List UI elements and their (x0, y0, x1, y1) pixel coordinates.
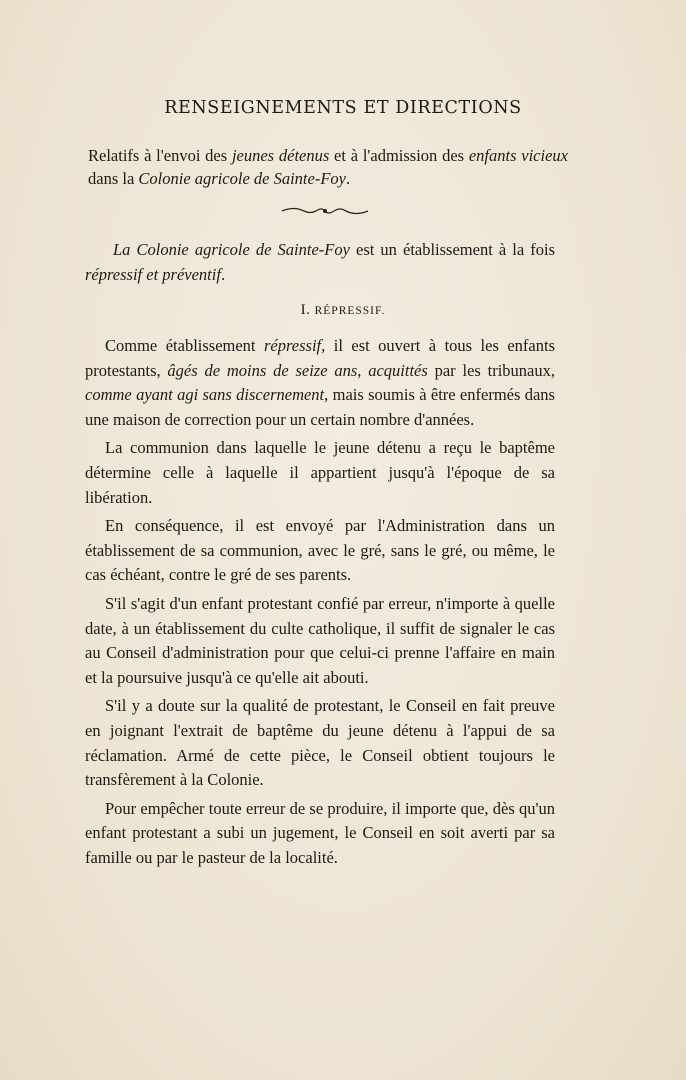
subtitle-italic: Colonie agricole de Sainte-Foy (138, 169, 346, 188)
paragraph-text: par les tribunaux, (427, 360, 555, 380)
paragraph-text: , mais soumis à être enfermés dans une maison de correction pour un certain nombre d'années. (85, 385, 555, 429)
subtitle-italic: jeunes détenus (231, 146, 330, 165)
section-label: RÉPRESSIF. (314, 305, 386, 317)
paragraph-text: Comme établissement (105, 336, 264, 355)
subtitle-text: et à l'admission des (329, 146, 469, 165)
main-text (85, 334, 555, 874)
intro-text: . (220, 264, 226, 284)
section-heading (0, 302, 686, 319)
intro-text: est un établissement à la fois (349, 240, 556, 259)
subtitle-italic: enfants vicieux (468, 146, 568, 165)
paragraph-italic: acquittés (368, 360, 428, 380)
page-title: RENSEIGNEMENTS ET DIRECTIONS (164, 98, 522, 118)
paragraph-text: , (357, 360, 369, 380)
paragraph-text: , il est ouvert à tous les enfants protestants, (85, 336, 555, 380)
paragraph: La communion dans laquelle le jeune détenu a reçu le baptême détermine celle à laquelle il appartient jusqu'à l'époque de sa libération. (85, 438, 555, 507)
paragraph: Pour empêcher toute erreur de se produire, il importe que, dès qu'un enfant protestant a subi un jugement, le Conseil en soit averti par sa famille ou par le pasteur de la localité. (85, 798, 555, 867)
subtitle-text: dans la (88, 169, 139, 188)
paragraph: En conséquence, il est envoyé par l'Administration dans un établissement de sa communion, avec le gré, sans le gré, ou même, le cas échéant, contre le gré de ses parents. (85, 516, 555, 585)
paragraph (85, 334, 555, 432)
intro-italic: répressif et préventif (85, 264, 221, 284)
paragraph-italic: âgés de moins de seize ans (167, 360, 358, 380)
paragraph: S'il s'agit d'un enfant protestant confié par erreur, n'importe à quelle date, à un établissement du culte catholique, il suffit de signaler le cas au Conseil d'administration pour que celui-ci prenne l'affaire en main et la poursuive jusqu'à ce qu'elle ait abouti. (85, 593, 555, 687)
subtitle (88, 144, 568, 190)
subtitle-text: Relatifs à l'envoi des (88, 146, 232, 165)
intro-italic: La Colonie agricole de Sainte-Foy (113, 240, 350, 259)
subtitle-text: . (345, 169, 351, 188)
section-number: I. (300, 302, 311, 318)
ornament-divider-icon (280, 204, 370, 218)
paragraph: S'il y a doute sur la qualité de protestant, le Conseil en fait preuve en joignant l'extrait de baptême du jeune détenu à l'appui de sa réclamation. Armé de cette pièce, le Conseil obtient toujours le transfèrement à la Colonie. (85, 696, 555, 790)
paragraph-italic: répressif (264, 336, 322, 355)
intro-paragraph (85, 238, 555, 287)
paragraph-italic: comme ayant agi sans discernement (85, 385, 325, 405)
